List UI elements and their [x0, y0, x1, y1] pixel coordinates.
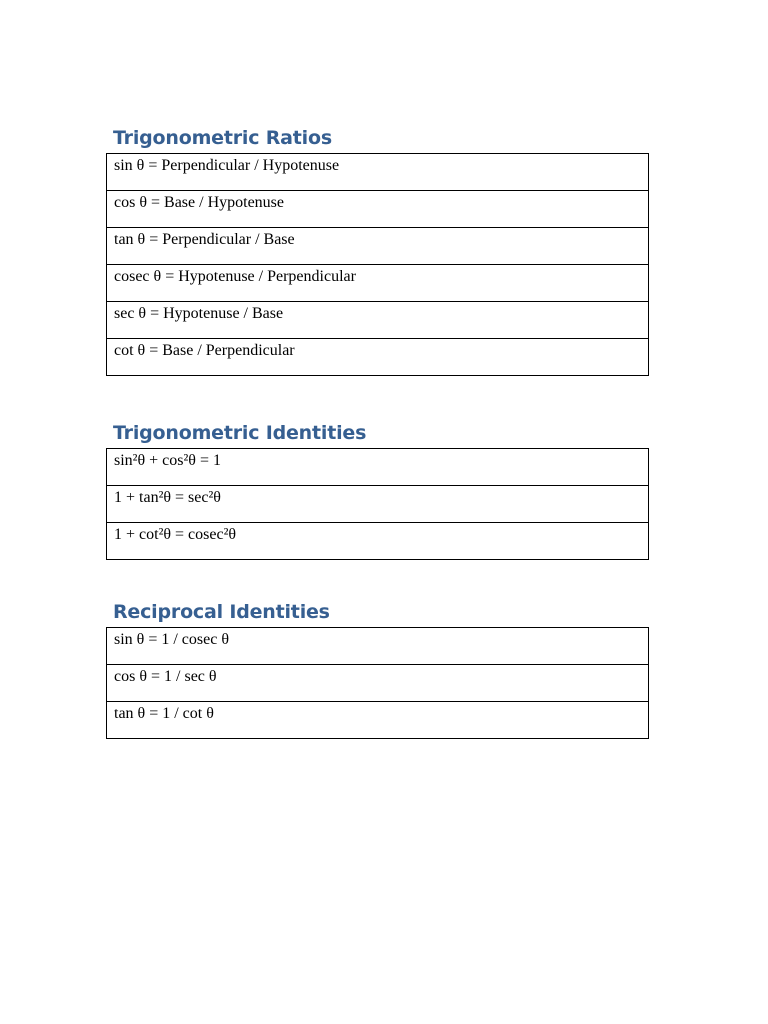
formula-text: sin θ = 1 / cosec θ	[114, 631, 229, 648]
formula-text: cosec θ = Hypotenuse / Perpendicular	[114, 268, 356, 285]
table-row	[107, 628, 649, 665]
table-row	[107, 486, 649, 523]
table-cell	[107, 702, 649, 739]
formula-text: cos θ = Base / Hypotenuse	[114, 194, 284, 211]
table-cell	[107, 523, 649, 560]
formula-text: sin²θ + cos²θ = 1	[114, 452, 221, 469]
formula-text: 1 + tan²θ = sec²θ	[114, 489, 221, 506]
formula-text: 1 + cot²θ = cosec²θ	[114, 526, 237, 543]
section-reciprocal-identities	[106, 597, 649, 739]
table-cell	[107, 486, 649, 523]
formula-text: tan θ = Perpendicular / Base	[114, 231, 295, 248]
table-row	[107, 228, 649, 265]
section-trigonometric-identities	[106, 418, 649, 560]
table-cell	[107, 665, 649, 702]
table-row	[107, 449, 649, 486]
table-row	[107, 302, 649, 339]
table-cell	[107, 449, 649, 486]
table-row	[107, 265, 649, 302]
table-cell	[107, 339, 649, 376]
formula-table	[106, 448, 649, 560]
table-row	[107, 154, 649, 191]
table-row	[107, 523, 649, 560]
table-cell	[107, 191, 649, 228]
section-heading: Trigonometric Identities	[113, 422, 367, 444]
formula-text: cot θ = Base / Perpendicular	[114, 342, 295, 359]
formula-text: cos θ = 1 / sec θ	[114, 668, 217, 685]
table-row	[107, 665, 649, 702]
section-heading: Reciprocal Identities	[113, 601, 330, 623]
table-cell	[107, 265, 649, 302]
section-heading: Trigonometric Ratios	[113, 127, 332, 149]
formula-table	[106, 627, 649, 739]
table-row	[107, 339, 649, 376]
formula-text: sec θ = Hypotenuse / Base	[114, 305, 284, 322]
formula-text: tan θ = 1 / cot θ	[114, 705, 214, 722]
section-trigonometric-ratios	[106, 123, 649, 376]
table-cell	[107, 628, 649, 665]
formula-text: sin θ = Perpendicular / Hypotenuse	[114, 157, 340, 174]
table-cell	[107, 228, 649, 265]
table-row	[107, 702, 649, 739]
table-cell	[107, 302, 649, 339]
table-row	[107, 191, 649, 228]
formula-table	[106, 153, 649, 376]
table-cell	[107, 154, 649, 191]
